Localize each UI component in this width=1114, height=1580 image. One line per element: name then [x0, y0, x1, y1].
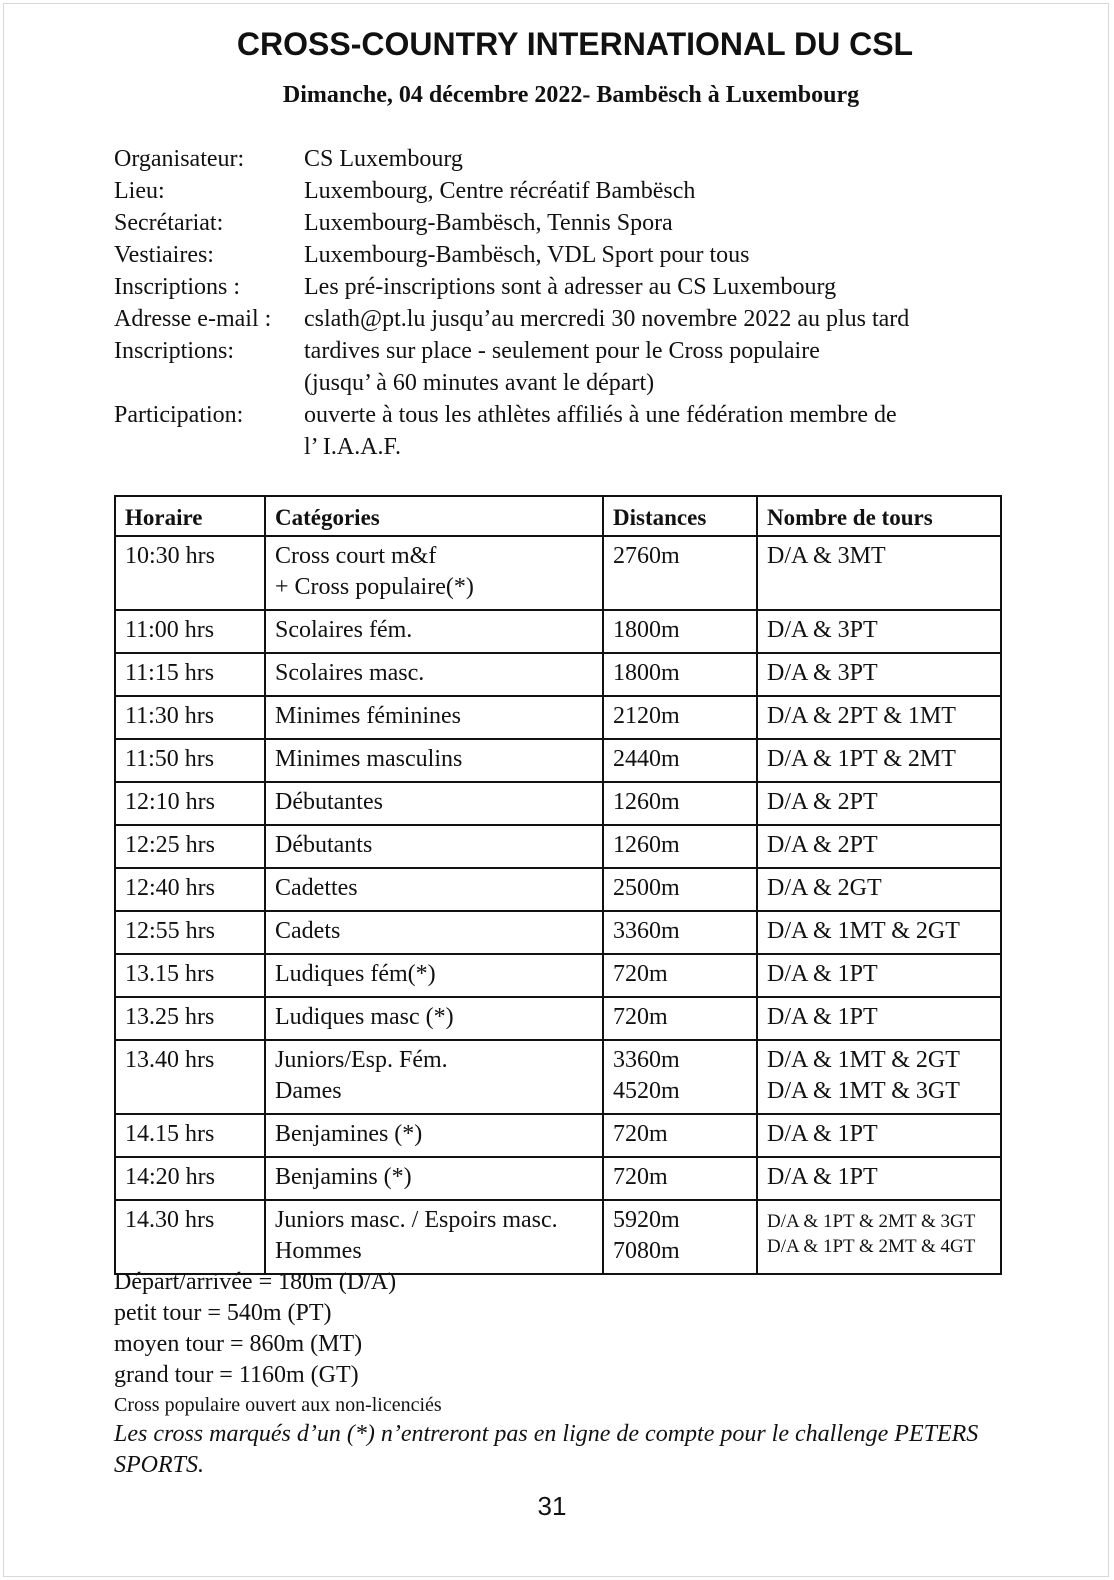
distance-cell: 1800m [603, 653, 757, 696]
tours-line: D/A & 1PT & 2MT & 3GT [767, 1211, 976, 1232]
category-line: Juniors masc. / Espoirs masc. [275, 1207, 558, 1233]
info-row-participation [114, 399, 909, 431]
table-row [115, 1157, 1001, 1200]
info-row-lieu [114, 175, 909, 207]
tours-cell [757, 1040, 1001, 1114]
distance-cell [603, 1040, 757, 1114]
column-header-tours: Nombre de tours [757, 496, 1001, 536]
category-cell: Scolaires fém. [265, 610, 603, 653]
table-row [115, 911, 1001, 954]
info-value: Luxembourg, Centre récréatif Bambësch [304, 178, 696, 204]
tours-cell: D/A & 2PT [757, 782, 1001, 825]
table-row [115, 868, 1001, 911]
column-header-distances: Distances [603, 496, 757, 536]
info-label: Secrétariat: [114, 210, 224, 236]
info-label: Inscriptions: [114, 338, 234, 364]
tours-cell: D/A & 1PT [757, 954, 1001, 997]
info-value: cslath@pt.lu jusqu’au mercredi 30 novembre 2022 au plus tard [304, 306, 910, 332]
category-cell: Benjamines (*) [265, 1114, 603, 1157]
time-cell: 13.15 hrs [115, 954, 265, 997]
column-header-categories: Catégories [265, 496, 603, 536]
table-row [115, 782, 1001, 825]
tours-cell: D/A & 3PT [757, 610, 1001, 653]
info-row-participation-cont [114, 431, 909, 463]
category-cell: Cadets [265, 911, 603, 954]
info-label: Vestiaires: [114, 242, 214, 268]
table-row [115, 536, 1001, 610]
table-row [115, 954, 1001, 997]
table-row [115, 1200, 1001, 1274]
table-row [115, 610, 1001, 653]
tours-cell: D/A & 1PT [757, 1114, 1001, 1157]
category-line: Hommes [275, 1238, 362, 1264]
category-cell [265, 1040, 603, 1114]
info-value: l’ I.A.A.F. [304, 434, 401, 460]
category-line: Juniors/Esp. Fém. [275, 1047, 448, 1073]
info-row-secretariat [114, 207, 909, 239]
time-cell: 11:15 hrs [115, 653, 265, 696]
distance-cell: 1260m [603, 825, 757, 868]
category-cell: Ludiques masc (*) [265, 997, 603, 1040]
info-value: ouverte à tous les athlètes affiliés à une fédération membre de [304, 402, 897, 428]
time-cell: 11:00 hrs [115, 610, 265, 653]
info-label: Organisateur: [114, 146, 245, 172]
time-cell: 10:30 hrs [115, 536, 265, 610]
distance-cell: 720m [603, 954, 757, 997]
category-cell: Scolaires masc. [265, 653, 603, 696]
distance-cell: 2120m [603, 696, 757, 739]
tours-cell: D/A & 1PT & 2MT [757, 739, 1001, 782]
distance-line: 5920m [613, 1207, 680, 1233]
tours-cell: D/A & 2PT & 1MT [757, 696, 1001, 739]
category-cell: Ludiques fém(*) [265, 954, 603, 997]
legend-moyen-tour: moyen tour = 860m (MT) [114, 1331, 363, 1357]
info-row-inscriptions [114, 271, 909, 303]
category-cell: Minimes féminines [265, 696, 603, 739]
info-value: Luxembourg-Bambësch, VDL Sport pour tous [304, 242, 750, 268]
category-cell: Débutants [265, 825, 603, 868]
time-cell: 12:10 hrs [115, 782, 265, 825]
event-info-list [114, 143, 909, 463]
info-row-late-inscriptions [114, 335, 909, 367]
time-cell: 14:20 hrs [115, 1157, 265, 1200]
info-label [114, 367, 304, 399]
table-row [115, 825, 1001, 868]
info-row-vestiaires [114, 239, 909, 271]
category-cell: Benjamins (*) [265, 1157, 603, 1200]
category-line: + Cross populaire(*) [275, 574, 474, 600]
distance-cell: 720m [603, 1114, 757, 1157]
distance-line: 7080m [613, 1238, 680, 1264]
info-row-late-inscriptions-cont [114, 367, 909, 399]
legend-grand-tour: grand tour = 1160m (GT) [114, 1362, 359, 1388]
tours-cell: D/A & 2PT [757, 825, 1001, 868]
event-date-location: Dimanche, 04 décembre 2022- Bambësch à Luxembourg [282, 82, 860, 108]
tours-cell: D/A & 2GT [757, 868, 1001, 911]
info-label: Inscriptions : [114, 274, 240, 300]
legend-challenge-note: Les cross marqués d’un (*) n’entreront pas en ligne de compte pour le challenge PETERS SPORTS. [114, 1421, 979, 1478]
tours-cell: D/A & 3PT [757, 653, 1001, 696]
distance-cell: 2440m [603, 739, 757, 782]
info-label [114, 431, 304, 463]
category-cell [265, 536, 603, 610]
time-cell: 14.15 hrs [115, 1114, 265, 1157]
info-value: Les pré-inscriptions sont à adresser au CS Luxembourg [304, 274, 837, 300]
info-value: Luxembourg-Bambësch, Tennis Spora [304, 210, 673, 236]
distance-line: 4520m [613, 1078, 680, 1104]
time-cell: 11:50 hrs [115, 739, 265, 782]
info-label: Lieu: [114, 178, 165, 204]
info-value: CS Luxembourg [304, 146, 463, 172]
table-header-row [115, 496, 1001, 536]
table-row [115, 1114, 1001, 1157]
tours-line: D/A & 1PT & 2MT & 4GT [767, 1236, 976, 1257]
time-cell: 13.25 hrs [115, 997, 265, 1040]
category-line: Dames [275, 1078, 342, 1104]
time-cell: 12:25 hrs [115, 825, 265, 868]
distance-line: 3360m [613, 1047, 680, 1073]
tours-cell [757, 1200, 1001, 1274]
time-cell: 12:40 hrs [115, 868, 265, 911]
distance-cell [603, 1200, 757, 1274]
distance-cell: 1800m [603, 610, 757, 653]
distance-cell: 720m [603, 1157, 757, 1200]
tours-cell: D/A & 1PT [757, 1157, 1001, 1200]
distance-cell: 3360m [603, 911, 757, 954]
tours-cell: D/A & 1MT & 2GT [757, 911, 1001, 954]
legend-cross-populaire: Cross populaire ouvert aux non-licenciés [114, 1394, 442, 1416]
table-row [115, 653, 1001, 696]
schedule-table [114, 495, 1002, 1275]
category-line: Cross court m&f [275, 543, 437, 569]
table-row [115, 739, 1001, 782]
legend-petit-tour: petit tour = 540m (PT) [114, 1300, 332, 1326]
info-value: (jusqu’ à 60 minutes avant le départ) [304, 370, 655, 396]
legend [114, 1267, 1014, 1481]
category-cell: Cadettes [265, 868, 603, 911]
page-title: CROSS-COUNTRY INTERNATIONAL DU CSL [236, 26, 914, 62]
category-cell: Minimes masculins [265, 739, 603, 782]
legend-depart-arrivee: Départ/arrivée = 180m (D/A) [114, 1269, 397, 1295]
category-cell [265, 1200, 603, 1274]
time-cell: 11:30 hrs [115, 696, 265, 739]
distance-cell: 1260m [603, 782, 757, 825]
tours-line: D/A & 1MT & 2GT [767, 1047, 960, 1073]
table-row [115, 696, 1001, 739]
time-cell: 14.30 hrs [115, 1200, 265, 1274]
table-row [115, 997, 1001, 1040]
info-label: Adresse e-mail : [114, 306, 272, 332]
time-cell: 12:55 hrs [115, 911, 265, 954]
tours-line: D/A & 1MT & 3GT [767, 1078, 960, 1104]
distance-cell: 720m [603, 997, 757, 1040]
time-cell: 13.40 hrs [115, 1040, 265, 1114]
category-cell: Débutantes [265, 782, 603, 825]
distance-cell: 2500m [603, 868, 757, 911]
distance-cell: 2760m [603, 536, 757, 610]
info-label: Participation: [114, 402, 244, 428]
page-number: 31 [537, 1491, 567, 1521]
info-row-organisateur [114, 143, 909, 175]
tours-cell: D/A & 3MT [757, 536, 1001, 610]
info-row-email [114, 303, 909, 335]
column-header-horaire: Horaire [115, 496, 265, 536]
table-row [115, 1040, 1001, 1114]
tours-cell: D/A & 1PT [757, 997, 1001, 1040]
info-value: tardives sur place - seulement pour le Cross populaire [304, 338, 820, 364]
